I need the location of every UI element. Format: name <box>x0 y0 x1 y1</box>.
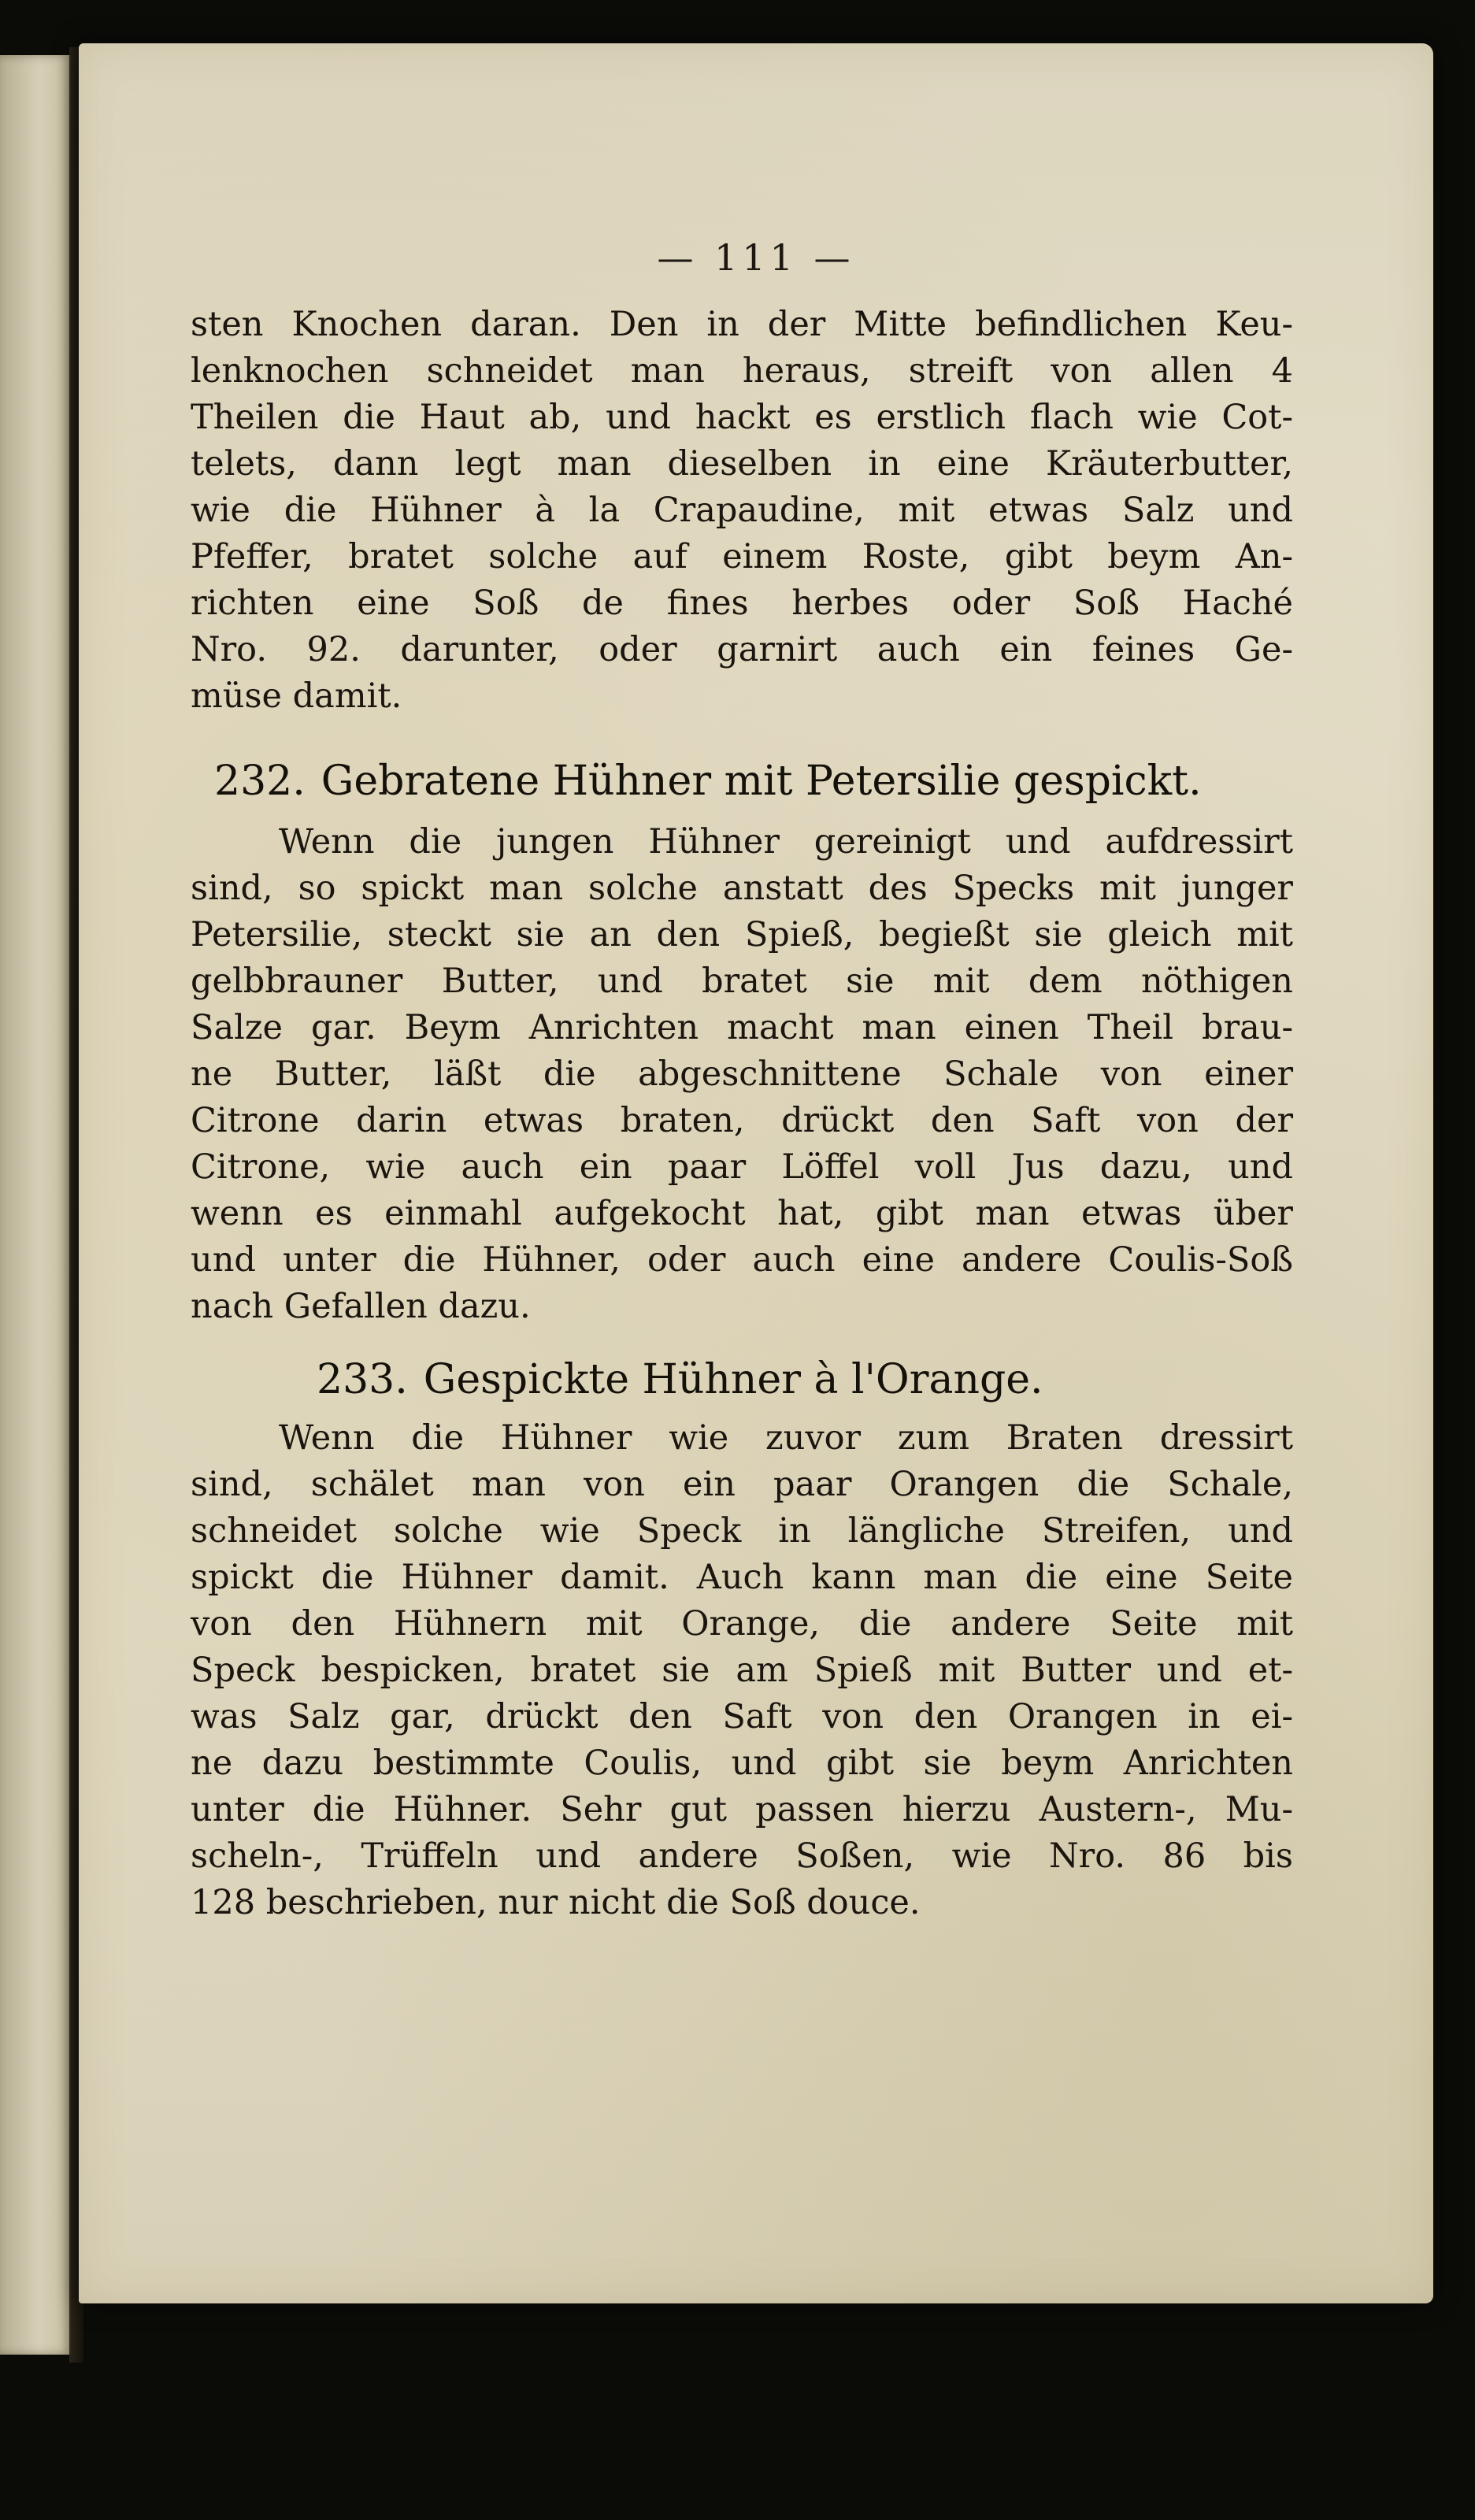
page-number: — 111 — <box>657 236 855 279</box>
text-line: wie die Hühner à la Crapaudine, mit etwas Salz und <box>191 491 1293 530</box>
text-line: schneidet solche wie Speck in längliche Streifen, und <box>191 1511 1293 1551</box>
text-line: lenknochen schneidet man heraus, streift von allen 4 <box>191 351 1293 391</box>
intro-paragraph <box>191 302 1293 720</box>
section-233-body <box>191 1415 1293 1926</box>
section-232-heading <box>214 750 1317 812</box>
section-title: Gebratene Hühner mit Petersilie gespickt. <box>321 758 1202 805</box>
text-line: sind, so spickt man solche anstatt des Specks mit junger <box>191 869 1293 908</box>
section-233-heading <box>317 1349 1419 1410</box>
text-line: Salze gar. Beym Anrichten macht man einen Theil brau- <box>191 1008 1293 1047</box>
text-line: Petersilie, steckt sie an den Spieß, begießt sie gleich mit <box>191 915 1293 954</box>
text-line: richten eine Soß de fines herbes oder Soß Haché <box>191 584 1293 623</box>
text-line: müse damit. <box>191 676 402 716</box>
text-line: scheln-, Trüffeln und andere Soßen, wie Nro. 86 bis <box>191 1836 1293 1876</box>
section-number: 232. <box>214 758 306 805</box>
text-line: spickt die Hühner damit. Auch kann man die eine Seite <box>191 1558 1293 1597</box>
text-line: von den Hühnern mit Orange, die andere Seite mit <box>191 1604 1293 1644</box>
text-line: und unter die Hühner, oder auch eine andere Coulis-Soß <box>191 1240 1293 1280</box>
text-line: unter die Hühner. Sehr gut passen hierzu Austern-, Mu- <box>191 1790 1293 1829</box>
section-title: Gespickte Hühner à l'Orange. <box>423 1356 1043 1403</box>
text-line: Nro. 92. darunter, oder garnirt auch ein feines Ge- <box>191 630 1293 669</box>
text-line: was Salz gar, drückt den Saft von den Orangen in ei- <box>191 1697 1293 1736</box>
book-page <box>79 43 1433 2303</box>
text-line: Citrone darin etwas braten, drückt den Saft von der <box>191 1101 1293 1140</box>
text-line: sten Knochen daran. Den in der Mitte befindlichen Keu- <box>191 305 1293 344</box>
section-number: 233. <box>317 1356 408 1403</box>
left-page-edge <box>0 55 71 2355</box>
text-line: Speck bespicken, bratet sie am Spieß mit Butter und et- <box>191 1651 1293 1690</box>
text-line: Wenn die Hühner wie zuvor zum Braten dressirt <box>279 1418 1293 1458</box>
text-line: Citrone, wie auch ein paar Löffel voll Jus dazu, und <box>191 1147 1293 1187</box>
text-line: nach Gefallen dazu. <box>191 1287 531 1326</box>
text-line: wenn es einmahl aufgekocht hat, gibt man etwas über <box>191 1194 1293 1233</box>
text-line: Wenn die jungen Hühner gereinigt und aufdressirt <box>279 822 1293 862</box>
text-line: sind, schälet man von ein paar Orangen die Schale, <box>191 1465 1293 1504</box>
text-line: Theilen die Haut ab, und hackt es erstlich flach wie Cot- <box>191 398 1293 437</box>
text-line: ne Butter, läßt die abgeschnittene Schale von einer <box>191 1054 1293 1094</box>
text-line: 128 beschrieben, nur nicht die Soß douce. <box>191 1883 921 1922</box>
section-232-body <box>191 819 1293 1330</box>
text-line: ne dazu bestimmte Coulis, und gibt sie beym Anrichten <box>191 1744 1293 1783</box>
text-line: telets, dann legt man dieselben in eine Kräuterbutter, <box>191 444 1293 484</box>
text-line: gelbbrauner Butter, und bratet sie mit dem nöthigen <box>191 962 1293 1001</box>
text-line: Pfeffer, bratet solche auf einem Roste, gibt beym An- <box>191 537 1293 576</box>
